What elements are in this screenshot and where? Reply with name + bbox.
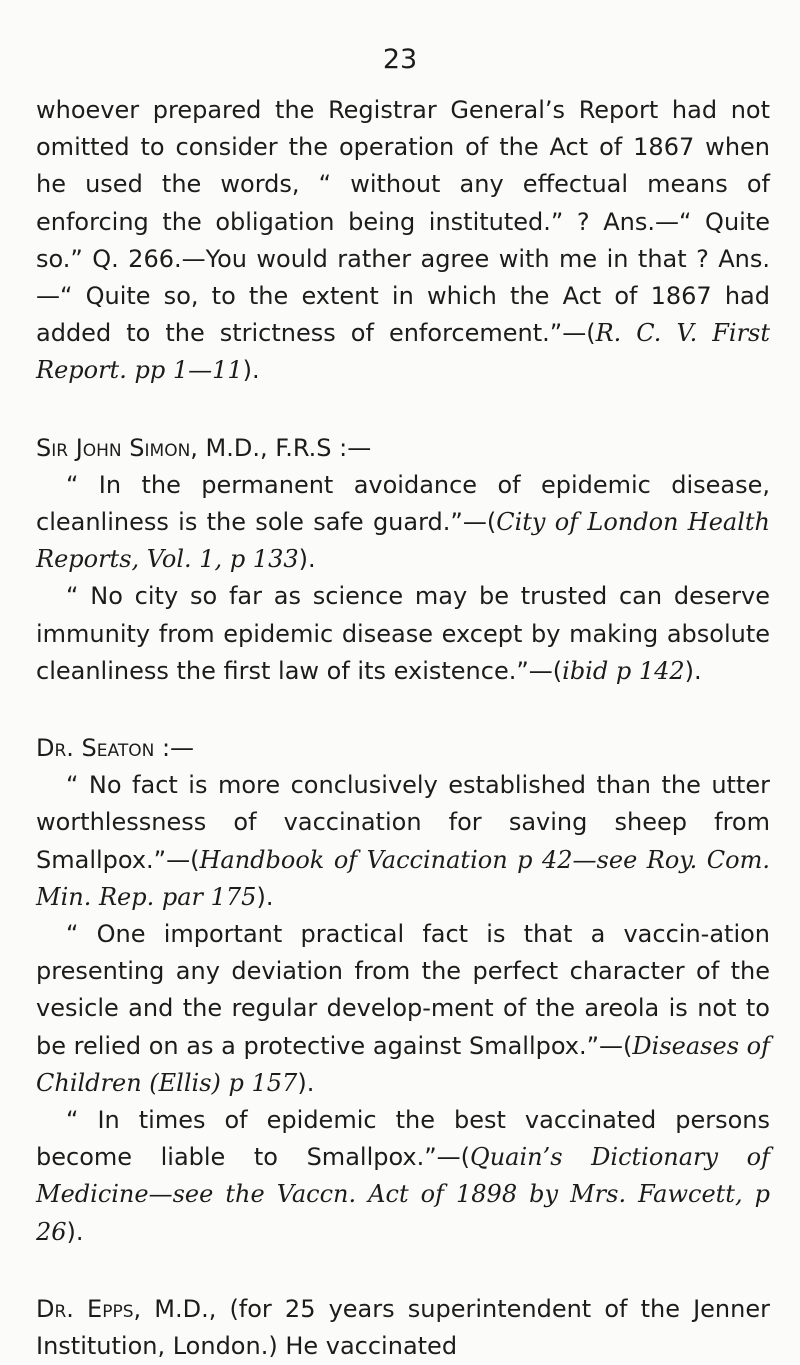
paragraph-text: whoever prepared the Registrar General’s Report had not omitted to consider the operation of the Act of 1867 when he used the words, “ without any effectual means of enforcing the obligation being instituted.” ? Ans.—“ Quite so.” Q. 266.—You would rather agree with me in that ? Ans.—“ Quite so, to the extent in which the Act of 1867 had added to the strictness of enforcement.”—( [36,96,770,348]
quote-seaton-3 [36,1102,770,1251]
quote-text: “ In the permanent avoidance of epidemic disease, cleanliness is the sole safe guard.”—( [36,470,770,537]
quote-text: “ In times of epidemic the best vaccinated persons become liable to Smallpox.”—( [36,1106,770,1172]
speaker-name: Dr. Epps [36,1294,134,1323]
citation: ibid p 142 [562,656,685,685]
citation: Diseases of Children (Ellis) p 157 [36,1031,770,1097]
quote-simon-2 [36,578,770,690]
paragraph-epps [36,1291,770,1365]
quote-seaton-1 [36,767,770,916]
quote-text: “ No city so far as science may be trusted can deserve immunity from epidemic disease except by making absolute cleanliness the first law of its existence.”—( [36,582,770,685]
page-number: 23 [382,44,418,75]
page-body [36,92,770,1365]
paragraph-registrar [36,92,770,390]
speaker-heading-simon [36,430,770,467]
speaker-heading-seaton [36,730,770,767]
citation-close: ). [684,656,702,685]
citation: City of London Health Reports, Vol. 1, p 133 [36,508,771,574]
speaker-name: Sir John Simon [36,433,191,462]
citation: Handbook of Vaccination p 42—see Roy. Com. Min. Rep. par 175 [36,845,770,911]
speaker-suffix: :— [154,734,195,763]
paragraph-text: , M.D., (for 25 years superintendent of the Jenner Institution, London.) He vaccinated [36,1294,770,1361]
citation-close: ). [256,882,274,911]
quote-seaton-2 [36,916,770,1102]
speaker-name: Dr. Seaton [36,734,155,763]
quote-simon-1 [36,467,770,579]
citation: Quain’s Dictionary of Medicine—see the Vaccn. Act of 1898 by Mrs. Fawcett, p 26 [36,1143,770,1246]
citation-close: ). [242,356,260,385]
citation: R. C. V. First Report. pp 1—11 [36,319,771,385]
citation-close: ). [297,1068,315,1097]
quote-text: “ No fact is more conclusively established than the utter worthlessness of vaccination for saving sheep from Smallpox.”—( [36,771,770,874]
speaker-credentials: , M.D., F.R.S :— [190,433,372,462]
citation-close: ). [66,1217,84,1246]
quote-text: “ One important practical fact is that a vaccin-ation presenting any deviation from the perfect character of the vesicle and the regular develop-ment of the areola is not to be relied on as a protective against Smallpox.”—( [36,920,770,1060]
citation-close: ). [298,545,316,574]
